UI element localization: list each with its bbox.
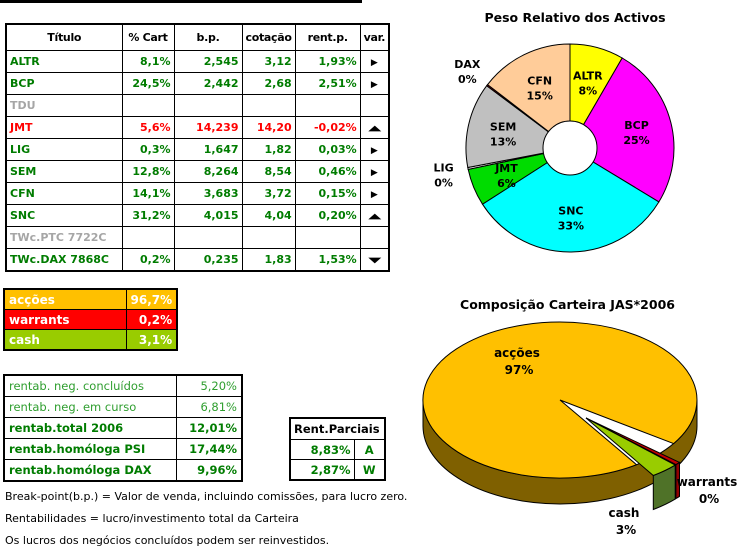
cell-asset-class[interactable]: cash (4, 330, 126, 351)
cell-var[interactable] (360, 73, 389, 95)
cell-return-value[interactable]: 17,44% (176, 439, 242, 460)
cell-titulo[interactable]: SNC (6, 205, 122, 227)
cell-var[interactable] (360, 249, 389, 272)
table-row (4, 418, 242, 439)
positions-header-row (6, 24, 389, 51)
cell-pct[interactable]: 8,1% (122, 51, 174, 73)
slice-percent-label: 3% (615, 523, 637, 537)
cell-titulo[interactable]: JMT (6, 117, 122, 139)
table-row (4, 330, 177, 351)
pie-3d-body[interactable] (423, 322, 697, 509)
donut-chart-title: Peso Relativo dos Activos (484, 10, 666, 25)
table-row (6, 95, 389, 117)
cell-bp[interactable]: 2,442 (174, 73, 242, 95)
cell-cotacao[interactable] (242, 95, 295, 117)
cell-rentp[interactable]: 0,15% (295, 183, 360, 205)
cell-partial-code[interactable]: W (354, 460, 385, 481)
cell-asset-class[interactable]: acções (4, 289, 126, 310)
table-row (6, 183, 389, 205)
slice-label: DAX (454, 58, 481, 71)
cell-titulo[interactable]: BCP (6, 73, 122, 95)
col-header-bp[interactable]: b.p. (174, 24, 242, 51)
cell-return-label[interactable]: rentab. neg. em curso (4, 397, 176, 418)
cell-pct[interactable] (122, 95, 174, 117)
col-header-titulo[interactable]: Título (6, 24, 122, 51)
cell-rentp[interactable] (295, 227, 360, 249)
cell-rentp[interactable]: 0,46% (295, 161, 360, 183)
table-row (6, 227, 389, 249)
table-row (4, 289, 177, 310)
cell-var[interactable] (360, 205, 389, 227)
table-row (4, 439, 242, 460)
donut-chart[interactable] (420, 5, 740, 270)
table-row (4, 310, 177, 330)
up-arrow-icon: ▲ (367, 212, 381, 221)
cell-partial-value[interactable]: 8,83% (290, 440, 354, 460)
table-row (6, 205, 389, 227)
cell-cotacao[interactable]: 2,68 (242, 73, 295, 95)
slice-label: cash (608, 506, 640, 520)
table-row (6, 73, 389, 95)
positions-table (5, 23, 390, 272)
slice-label: SEM (489, 120, 517, 134)
top-divider (0, 0, 362, 3)
cell-var[interactable] (360, 227, 389, 249)
cell-bp[interactable] (174, 95, 242, 117)
cell-bp[interactable]: 2,545 (174, 51, 242, 73)
footnote-breakpoint: Break-point(b.p.) = Valor de venda, incluindo comissões, para lucro zero. (5, 490, 408, 503)
pie3d-chart-title: Composição Carteira JAS*2006 (460, 297, 675, 312)
cell-bp[interactable]: 4,015 (174, 205, 242, 227)
cell-bp[interactable]: 0,235 (174, 249, 242, 272)
cell-rentp[interactable]: -0,02% (295, 117, 360, 139)
right-arrow-icon: ▶ (370, 58, 378, 68)
table-row (4, 460, 242, 482)
cell-asset-class[interactable]: warrants (4, 310, 126, 330)
cell-titulo[interactable]: LIG (6, 139, 122, 161)
cell-return-value[interactable]: 5,20% (176, 375, 242, 397)
slice-percent-label: 33% (557, 219, 585, 233)
cell-rentp[interactable] (295, 95, 360, 117)
cell-return-value[interactable]: 9,96% (176, 460, 242, 482)
col-header-pct[interactable]: % Cart (122, 24, 174, 51)
cell-asset-pct[interactable]: 3,1% (126, 330, 177, 351)
cell-var[interactable] (360, 161, 389, 183)
down-arrow-icon: ▼ (367, 256, 381, 265)
table-row (6, 249, 389, 272)
table-row (6, 139, 389, 161)
cell-var[interactable] (360, 183, 389, 205)
table-row (6, 161, 389, 183)
pie-3d-chart[interactable] (405, 290, 753, 553)
cell-pct[interactable]: 24,5% (122, 73, 174, 95)
slice-label: CFN (527, 74, 553, 88)
cell-return-value[interactable]: 12,01% (176, 418, 242, 439)
up-arrow-icon: ▲ (367, 124, 381, 133)
slice-label: BCP (624, 119, 649, 132)
slice-percent-label: 0% (434, 176, 453, 190)
cell-rentp[interactable]: 0,03% (295, 139, 360, 161)
slice-percent-label: 15% (526, 89, 553, 103)
slice-label: SNC (558, 204, 584, 218)
slice-label: JMT (495, 162, 518, 176)
donut-hole (543, 121, 597, 175)
cell-return-label[interactable]: rentab.homóloga PSI (4, 439, 176, 460)
cell-cotacao[interactable]: 3,12 (242, 51, 295, 73)
cell-titulo[interactable]: ALTR (6, 51, 122, 73)
partials-title[interactable]: Rent.Parciais (290, 418, 385, 440)
cell-pct[interactable]: 12,8% (122, 161, 174, 183)
cell-cotacao[interactable]: 3,72 (242, 183, 295, 205)
cell-pct[interactable]: 31,2% (122, 205, 174, 227)
slice-percent-label: 0% (698, 492, 720, 506)
cell-partial-code[interactable]: A (354, 440, 385, 460)
table-row (4, 397, 242, 418)
cell-var[interactable] (360, 95, 389, 117)
cell-asset-pct[interactable]: 96,7% (126, 289, 177, 310)
table-row (4, 375, 242, 397)
slice-percent-label: 0% (457, 73, 477, 86)
returns-table (3, 374, 243, 482)
right-arrow-icon: ▶ (370, 168, 378, 178)
cell-pct[interactable]: 5,6% (122, 117, 174, 139)
cell-rentp[interactable]: 2,51% (295, 73, 360, 95)
slice-label: LIG (433, 161, 454, 175)
slice-percent-label: 6% (497, 177, 516, 191)
cell-return-label[interactable]: rentab. neg. concluídos (4, 375, 176, 397)
cell-partial-value[interactable]: 2,87% (290, 460, 354, 481)
cell-cotacao[interactable]: 1,82 (242, 139, 295, 161)
cell-pct[interactable]: 0,2% (122, 249, 174, 272)
slice-percent-label: 25% (623, 134, 650, 147)
cell-titulo[interactable]: TWc.PTC 7722C (6, 227, 122, 249)
cell-titulo[interactable]: TWc.DAX 7868C (6, 249, 122, 272)
slice-label: ALTR (572, 69, 603, 83)
slice-label: warrants (676, 475, 738, 489)
allocation-table (3, 288, 178, 351)
slice-percent-label: 13% (489, 135, 517, 149)
col-header-cotacao[interactable]: cotação (242, 24, 295, 51)
right-arrow-icon: ▶ (370, 190, 378, 200)
table-row (6, 117, 389, 139)
cell-cotacao[interactable]: 4,04 (242, 205, 295, 227)
slice-label: acções (494, 346, 540, 360)
cell-asset-pct[interactable]: 0,2% (126, 310, 177, 330)
table-row (290, 440, 385, 460)
cell-cotacao[interactable]: 14,20 (242, 117, 295, 139)
cell-bp[interactable]: 3,683 (174, 183, 242, 205)
cell-pct[interactable]: 14,1% (122, 183, 174, 205)
cell-return-label[interactable]: rentab.homóloga DAX (4, 460, 176, 482)
cell-titulo[interactable]: TDU (6, 95, 122, 117)
cell-var[interactable] (360, 139, 389, 161)
footnote-lucros: Os lucros dos negócios concluídos podem ser reinvestidos. (5, 534, 330, 547)
cell-return-value[interactable]: 6,81% (176, 397, 242, 418)
cell-pct[interactable]: 0,3% (122, 139, 174, 161)
right-arrow-icon: ▶ (370, 146, 378, 156)
cell-cotacao[interactable] (242, 227, 295, 249)
cell-bp[interactable] (174, 227, 242, 249)
table-row (6, 51, 389, 73)
slice-percent-label: 97% (504, 363, 534, 377)
cell-titulo[interactable]: CFN (6, 183, 122, 205)
cell-bp[interactable]: 14,239 (174, 117, 242, 139)
col-header-rentp[interactable]: rent.p. (295, 24, 360, 51)
cell-rentp[interactable]: 0,20% (295, 205, 360, 227)
cell-bp[interactable]: 1,647 (174, 139, 242, 161)
slice-percent-label: 8% (578, 84, 598, 98)
cell-cotacao[interactable]: 8,54 (242, 161, 295, 183)
partial-returns-table (289, 417, 386, 481)
cell-return-label[interactable]: rentab.total 2006 (4, 418, 176, 439)
table-row (290, 460, 385, 481)
cell-titulo[interactable]: SEM (6, 161, 122, 183)
right-arrow-icon: ▶ (370, 80, 378, 90)
cell-rentp[interactable]: 1,53% (295, 249, 360, 272)
cell-var[interactable] (360, 51, 389, 73)
cell-cotacao[interactable]: 1,83 (242, 249, 295, 272)
cell-pct[interactable] (122, 227, 174, 249)
cell-var[interactable] (360, 117, 389, 139)
footnote-rentabilidades: Rentabilidades = lucro/investimento total da Carteira (5, 512, 299, 525)
cell-bp[interactable]: 8,264 (174, 161, 242, 183)
cell-rentp[interactable]: 1,93% (295, 51, 360, 73)
col-header-var[interactable]: var. (360, 24, 389, 51)
